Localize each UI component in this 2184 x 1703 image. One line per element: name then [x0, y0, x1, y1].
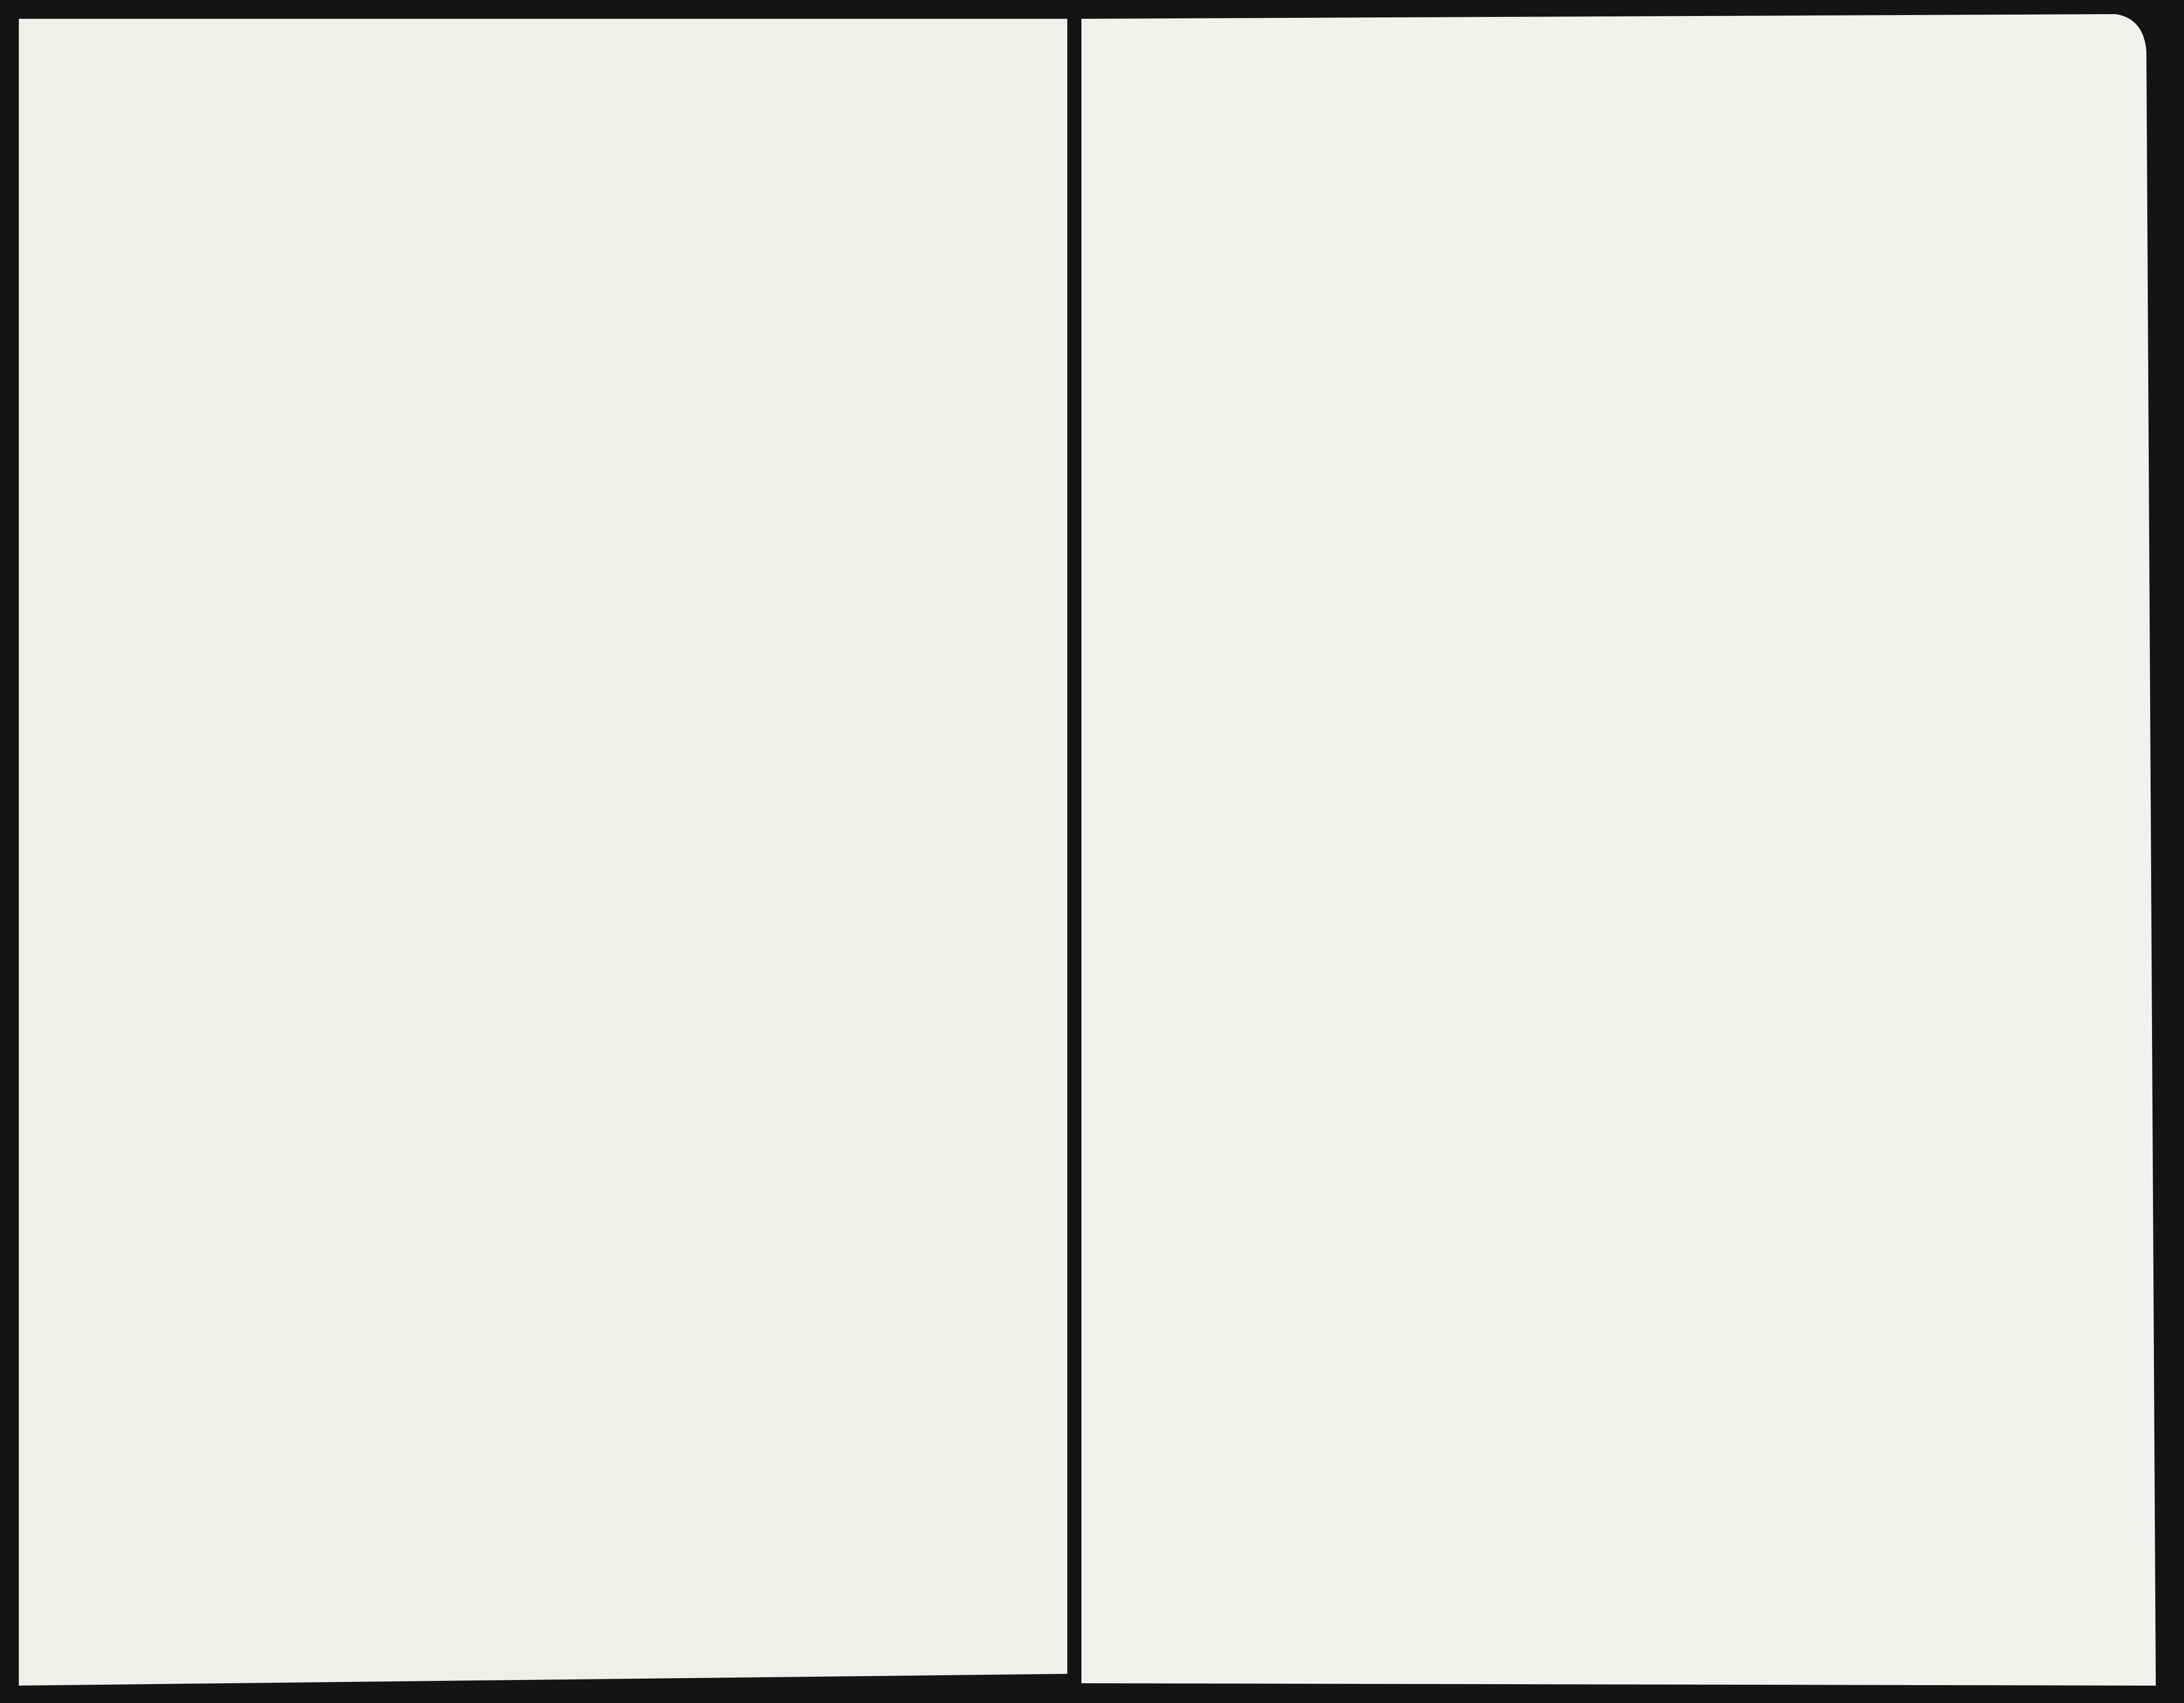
- left-page: [19, 19, 1067, 1686]
- right-page: [1081, 14, 2156, 1686]
